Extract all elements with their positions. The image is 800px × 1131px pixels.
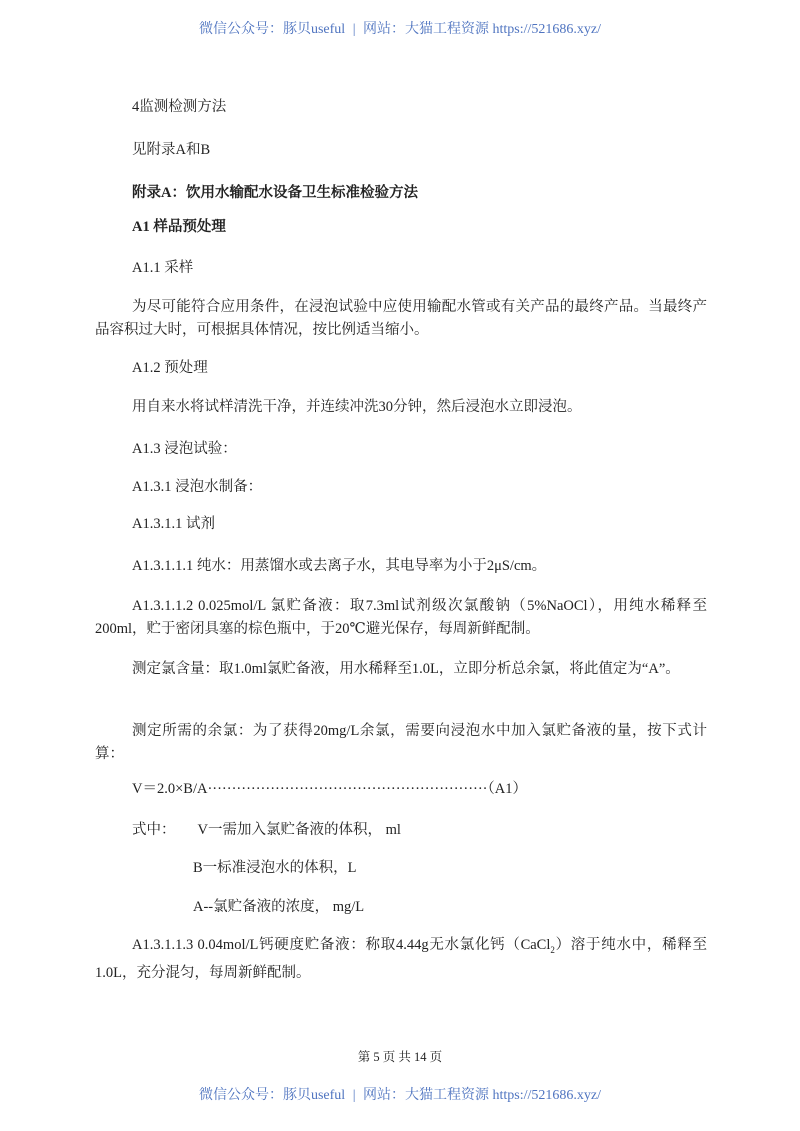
formula: V＝2.0×B/A··························································（A1） xyxy=(132,781,527,797)
paragraph: 为尽可能符合应用条件，在浸泡试验中应使用输配水管或有关产品的最终产品。当最终产品容积过大时，可根据具体情况，按比例适当缩小。 xyxy=(95,299,707,338)
clause-heading: A1.1 采样 xyxy=(132,260,194,276)
paragraph: A1.3.1.1.1 纯水：用蒸馏水或去离子水，其电导率为小于2μS/cm。 xyxy=(132,558,547,574)
clause-heading: A1.3.1.1 试剂 xyxy=(132,516,215,532)
watermark-text: 微信公众号：豚贝useful xyxy=(198,1088,346,1103)
paragraph: 用自来水将试样清洗干净，并连续冲洗30分钟，然后浸泡水立即浸泡。 xyxy=(132,399,582,415)
watermark-top xyxy=(0,18,800,38)
legend-item: V一需加入氯贮备液的体积， ml xyxy=(197,822,401,838)
clause-heading: A1.2 预处理 xyxy=(132,360,208,376)
text: A1.3.1.1.3 0.04mol/L钙硬度贮备液：称取4.44g无水氯化钙（CaCl xyxy=(132,937,551,953)
watermark-text: 微信公众号：豚贝useful xyxy=(198,22,346,37)
formula-legend-b: B一标准浸泡水的体积，L xyxy=(193,860,357,876)
watermark-sep: | xyxy=(352,22,356,37)
watermark-bottom xyxy=(0,1084,800,1104)
page-number: 第 5 页 共 14 页 xyxy=(357,1050,443,1064)
formula-legend-a: A--氯贮备液的浓度， mg/L xyxy=(193,899,365,915)
clause-heading: A1.3.1 浸泡水制备： xyxy=(132,479,263,495)
watermark-link: 网站：大猫工程资源 https://521686.xyz/ xyxy=(363,1088,602,1103)
section-heading: 4监测检测方法 xyxy=(132,99,227,115)
text: ）溶于纯水中，稀释至1.0L，充分混匀，每周新鲜配制。 xyxy=(95,937,707,981)
paragraph: 见附录A和B xyxy=(132,142,211,158)
paragraph: 测定所需的余氯：为了获得20mg/L余氯，需要向浸泡水中加入氯贮备液的量，按下式计算： xyxy=(95,723,707,762)
watermark-link: 网站：大猫工程资源 https://521686.xyz/ xyxy=(363,22,602,37)
clause-heading: A1.3 浸泡试验： xyxy=(132,441,237,457)
paragraph: 测定氯含量：取1.0ml氯贮备液，用水稀释至1.0L，立即分析总余氯，将此值定为“A”。 xyxy=(132,661,680,677)
subscript: 2 xyxy=(550,944,555,955)
subsection-heading: A1 样品预处理 xyxy=(132,219,226,235)
formula-legend-v xyxy=(95,819,707,842)
watermark-sep: | xyxy=(352,1088,356,1103)
paragraph: A1.3.1.1.2 0.025mol/L 氯贮备液：取7.3ml试剂级次氯酸钠（5%NaOCl），用纯水稀释至200ml，贮于密闭具塞的棕色瓶中，于20℃避光保存，每周新鲜配制。 xyxy=(95,598,707,637)
paragraph xyxy=(95,934,707,985)
legend-label: 式中： xyxy=(132,822,176,838)
appendix-heading: 附录A：饮用水输配水设备卫生标准检验方法 xyxy=(132,185,418,201)
